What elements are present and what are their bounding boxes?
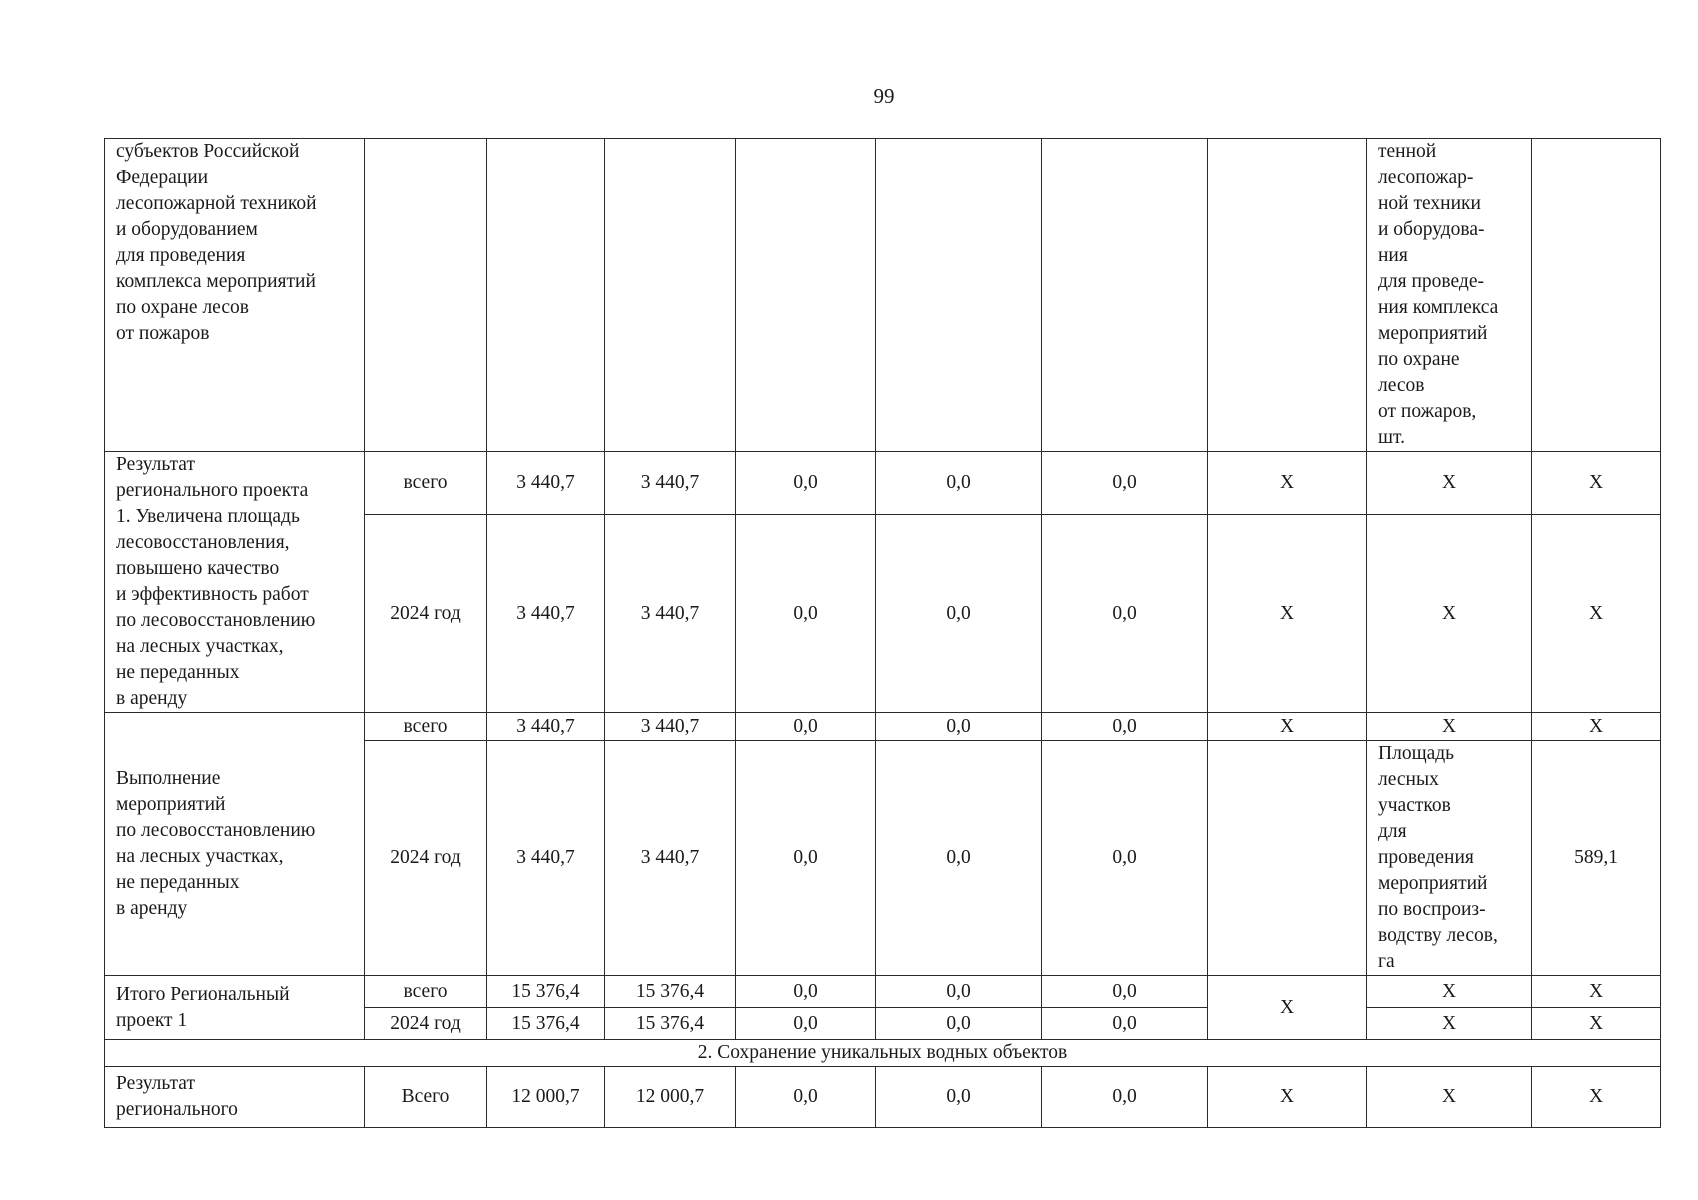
value-cell: 3 440,7 xyxy=(487,741,605,976)
value-cell: X xyxy=(1208,976,1367,1040)
value-cell: 3 440,7 xyxy=(605,515,736,713)
value-cell: X xyxy=(1208,1067,1367,1128)
table-row-continued xyxy=(105,139,1661,452)
period-cell: всего xyxy=(365,976,487,1008)
table-row-result1-total xyxy=(105,452,1661,515)
value-cell: 15 376,4 xyxy=(487,1008,605,1040)
value-cell: 0,0 xyxy=(736,515,876,713)
period-cell: Всего xyxy=(365,1067,487,1128)
value-cell: X xyxy=(1208,452,1367,515)
row-name-cell: Выполнение мероприятий по лесовосстановлению на лесных участках, не переданных в аренду xyxy=(105,713,365,976)
value-cell xyxy=(1042,139,1208,452)
value-cell xyxy=(1208,741,1367,976)
value-cell: 0,0 xyxy=(1042,515,1208,713)
budget-table xyxy=(104,138,1661,1128)
indicator-value-cell: X xyxy=(1532,713,1661,741)
indicator-value-cell: X xyxy=(1532,515,1661,713)
value-cell: X xyxy=(1208,713,1367,741)
value-cell: 0,0 xyxy=(1042,452,1208,515)
indicator-cell: Площадь лесных участков для проведения мероприятий по воспроиз- водству лесов, га xyxy=(1367,741,1532,976)
value-cell: 15 376,4 xyxy=(605,1008,736,1040)
value-cell: 0,0 xyxy=(876,741,1042,976)
value-cell: 0,0 xyxy=(876,976,1042,1008)
period-cell: всего xyxy=(365,713,487,741)
value-cell: 0,0 xyxy=(736,741,876,976)
indicator-value-cell: X xyxy=(1532,1008,1661,1040)
value-cell: 12 000,7 xyxy=(487,1067,605,1128)
value-cell xyxy=(876,139,1042,452)
indicator-value-cell: X xyxy=(1532,452,1661,515)
period-cell: 2024 год xyxy=(365,741,487,976)
table-row-project1-total xyxy=(105,976,1661,1008)
value-cell: 15 376,4 xyxy=(605,976,736,1008)
value-cell xyxy=(605,139,736,452)
indicator-cell: X xyxy=(1367,515,1532,713)
value-cell: 0,0 xyxy=(1042,713,1208,741)
indicator-cell: X xyxy=(1367,1008,1532,1040)
value-cell: 0,0 xyxy=(1042,1008,1208,1040)
value-cell xyxy=(1208,139,1367,452)
page-number: 99 xyxy=(873,84,895,108)
value-cell: 0,0 xyxy=(876,452,1042,515)
indicator-cell: X xyxy=(1367,713,1532,741)
indicator-cell: X xyxy=(1367,452,1532,515)
row-name-cell: Итого Региональный проект 1 xyxy=(105,976,365,1040)
period-cell xyxy=(365,139,487,452)
section-title: 2. Сохранение уникальных водных объектов xyxy=(105,1040,1661,1067)
table-row-result2-total xyxy=(105,1067,1661,1128)
table-row-section-header xyxy=(105,1040,1661,1067)
indicator-cell: X xyxy=(1367,976,1532,1008)
value-cell: 0,0 xyxy=(736,713,876,741)
value-cell xyxy=(487,139,605,452)
value-cell: 0,0 xyxy=(876,515,1042,713)
period-cell: 2024 год xyxy=(365,1008,487,1040)
value-cell: 0,0 xyxy=(876,713,1042,741)
value-cell: 3 440,7 xyxy=(487,452,605,515)
value-cell: 0,0 xyxy=(1042,1067,1208,1128)
indicator-value-cell: X xyxy=(1532,1067,1661,1128)
value-cell: 3 440,7 xyxy=(605,713,736,741)
value-cell: 12 000,7 xyxy=(605,1067,736,1128)
value-cell: 3 440,7 xyxy=(487,515,605,713)
row-name-cell: Результат регионального xyxy=(105,1067,365,1128)
row-name-cell: субъектов Российской Федерации лесопожарной техникой и оборудованием для проведения комплекса мероприятий по охране лесов от пожаров xyxy=(105,139,365,452)
indicator-cell: тенной лесопожар- ной техники и оборудова- ния для проведе- ния комплекса мероприятий по охране лесов от пожаров, шт. xyxy=(1367,139,1532,452)
value-cell: 0,0 xyxy=(736,452,876,515)
row-name-cell: Результат регионального проекта 1. Увеличена площадь лесовосстановления, повышено качество и эффективность работ по лесовосстановлению на лесных участках, не переданных в аренду xyxy=(105,452,365,713)
value-cell xyxy=(736,139,876,452)
value-cell: 0,0 xyxy=(876,1067,1042,1128)
value-cell: 15 376,4 xyxy=(487,976,605,1008)
value-cell: X xyxy=(1208,515,1367,713)
period-cell: 2024 год xyxy=(365,515,487,713)
value-cell: 3 440,7 xyxy=(605,741,736,976)
indicator-cell: X xyxy=(1367,1067,1532,1128)
indicator-value-cell xyxy=(1532,139,1661,452)
value-cell: 0,0 xyxy=(736,1067,876,1128)
indicator-value-cell: X xyxy=(1532,976,1661,1008)
value-cell: 0,0 xyxy=(736,1008,876,1040)
value-cell: 3 440,7 xyxy=(605,452,736,515)
value-cell: 3 440,7 xyxy=(487,713,605,741)
indicator-value-cell: 589,1 xyxy=(1532,741,1661,976)
period-cell: всего xyxy=(365,452,487,515)
value-cell: 0,0 xyxy=(1042,976,1208,1008)
value-cell: 0,0 xyxy=(736,976,876,1008)
table-row-activity-total xyxy=(105,713,1661,741)
value-cell: 0,0 xyxy=(1042,741,1208,976)
value-cell: 0,0 xyxy=(876,1008,1042,1040)
